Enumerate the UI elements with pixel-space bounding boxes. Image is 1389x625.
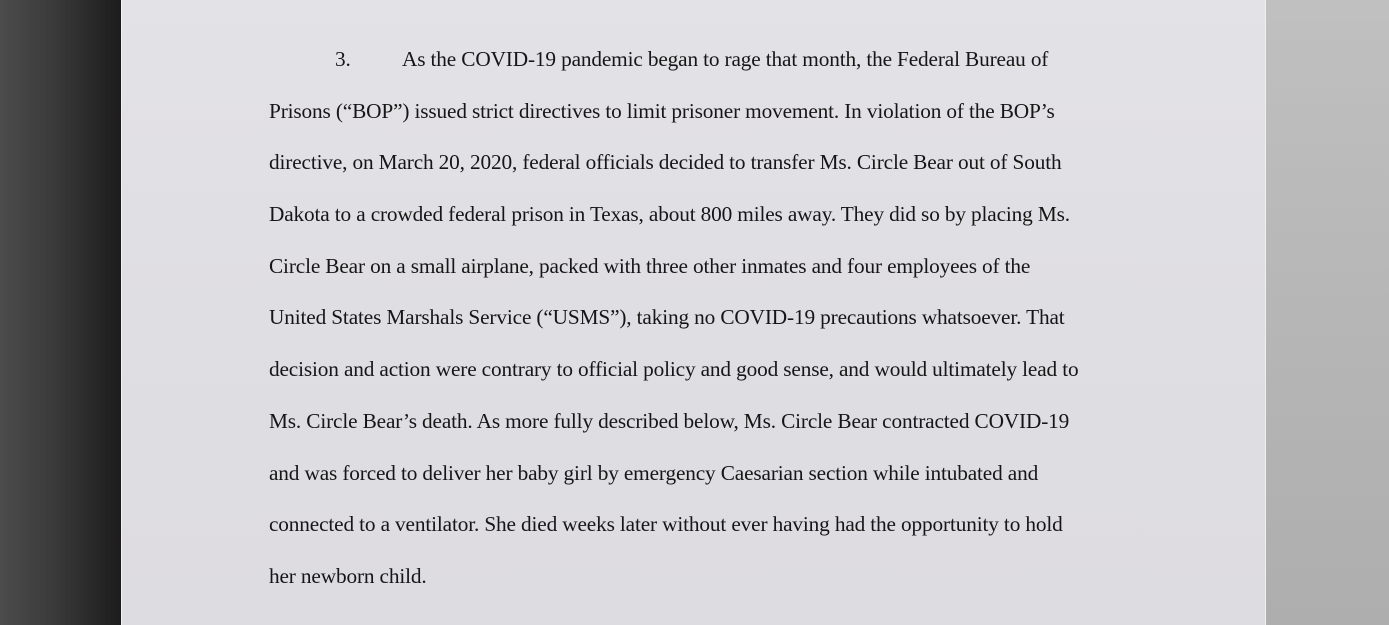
text-line-7: decision and action were contrary to official policy and good sense, and would ultimately lead to bbox=[269, 357, 1079, 382]
text-line-10: connected to a ventilator. She died weeks later without ever having had the opportunity to hold bbox=[269, 512, 1063, 537]
right-gray-backdrop bbox=[1266, 0, 1389, 625]
text-line-9: and was forced to deliver her baby girl by emergency Caesarian section while intubated and bbox=[269, 460, 1039, 485]
text-line-8: Ms. Circle Bear’s death. As more fully described below, Ms. Circle Bear contracted COVID-19 bbox=[269, 408, 1070, 433]
text-line-3: directive, on March 20, 2020, federal officials decided to transfer Ms. Circle Bear out of South bbox=[269, 150, 1062, 175]
paragraph-number: 3. bbox=[335, 47, 351, 71]
text-line-11: her newborn child. bbox=[269, 563, 427, 588]
paragraph-3 bbox=[269, 34, 1139, 603]
left-dark-backdrop bbox=[0, 0, 121, 625]
text-line-6: United States Marshals Service (“USMS”), taking no COVID-19 precautions whatsoever. That bbox=[269, 305, 1065, 330]
text-line-2: Prisons (“BOP”) issued strict directives to limit prisoner movement. In violation of the BOP’s bbox=[269, 98, 1055, 123]
text-line-1 bbox=[269, 34, 1139, 86]
document-page bbox=[121, 0, 1266, 625]
text-line-5: Circle Bear on a small airplane, packed with three other inmates and four employees of the bbox=[269, 253, 1031, 278]
text-line-4: Dakota to a crowded federal prison in Texas, about 800 miles away. They did so by placing Ms. bbox=[269, 202, 1070, 227]
text-line-1-content: As the COVID-19 pandemic began to rage that month, the Federal Bureau of bbox=[402, 47, 1049, 71]
